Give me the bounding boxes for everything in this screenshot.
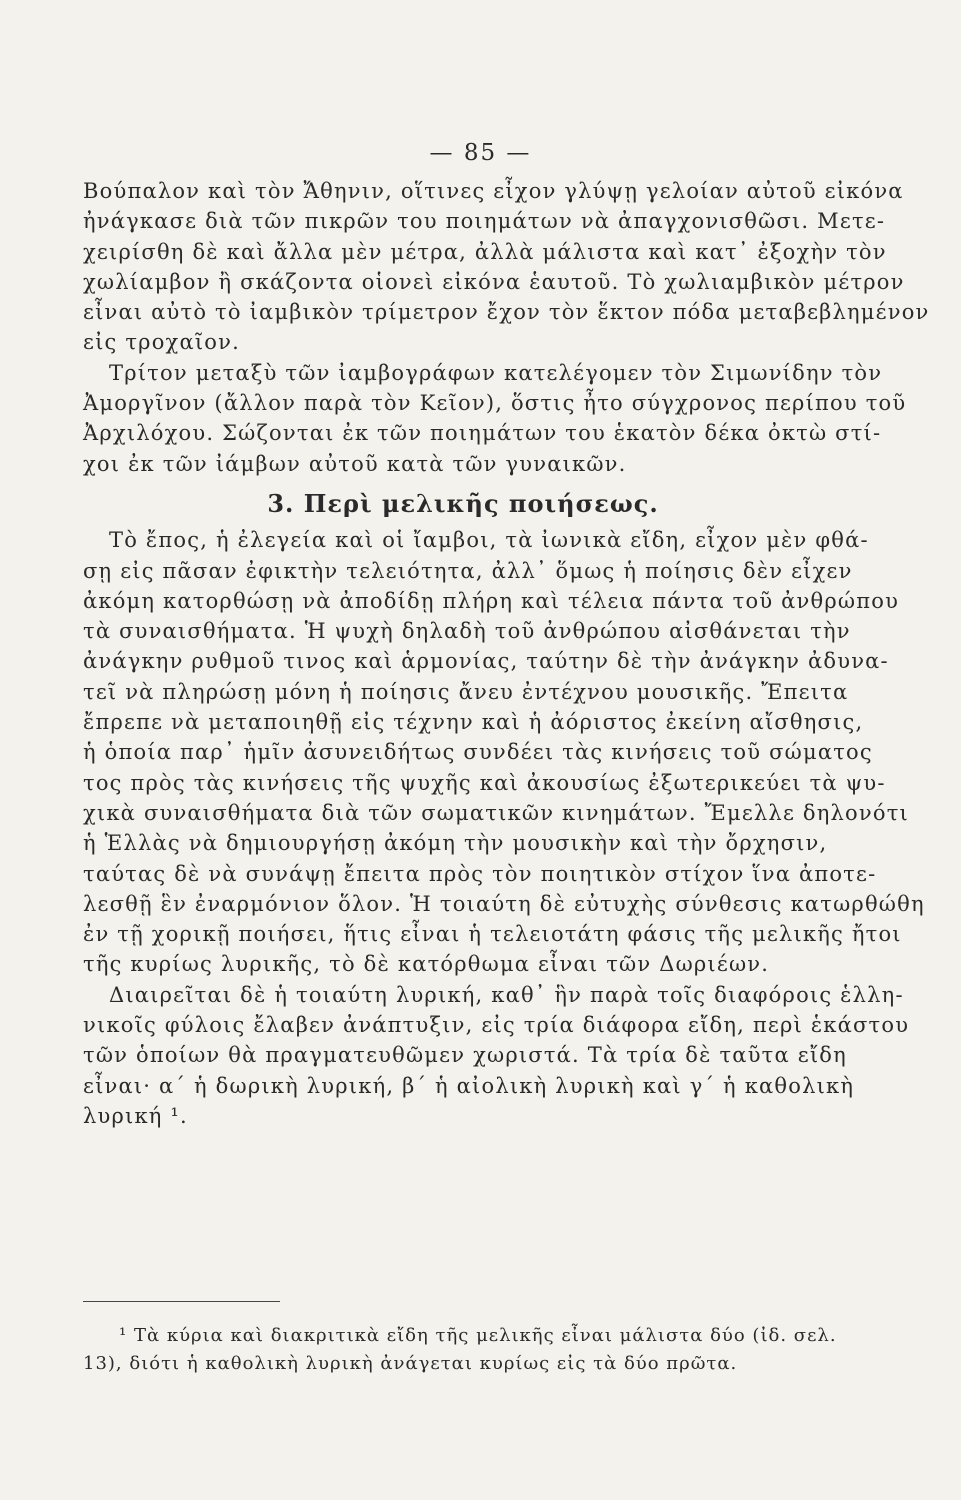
text-line: λυρική ¹. (83, 1103, 188, 1128)
footnotes (83, 1322, 843, 1378)
text-line: ἀκόμη κατορθώσῃ νὰ ἀποδίδῃ πλήρη καὶ τέλεια πάντα τοῦ ἀνθρώπου (83, 588, 900, 613)
section-heading: 3. Περὶ μελικῆς ποιήσεως. (267, 488, 659, 518)
text-line: τος πρὸς τὰς κινήσεις τῆς ψυχῆς καὶ ἀκουσίως ἐξωτερικεύει τὰ ψυ- (83, 770, 886, 795)
paragraph-1 (83, 176, 930, 358)
text-line: ταύτας δὲ νὰ συνάψῃ ἔπειτα πρὸς τὸν ποιητικὸν στίχον ἵνα ἀποτε- (83, 861, 877, 886)
footnote-divider (83, 1301, 280, 1302)
text-line: χικὰ συναισθήματα διὰ τῶν σωματικῶν κινημάτων. Ἔμελλε δηλονότι (83, 800, 909, 825)
paragraph-3 (83, 525, 925, 979)
text-line: εἶναι· α´ ἡ δωρικὴ λυρική, β´ ἡ αἰολικὴ λυρικὴ καὶ γ´ ἡ καθολικὴ (83, 1073, 855, 1098)
text-line: Τὸ ἔπος, ἡ ἐλεγεία καὶ οἱ ἴαμβοι, τὰ ἰωνικὰ εἴδη, εἶχον μὲν φθά- (109, 528, 869, 553)
text-line: τῆς κυρίως λυρικῆς, τὸ δὲ κατόρθωμα εἶναι τῶν Δωριέων. (83, 952, 770, 977)
text-line: Βούπαλον καὶ τὸν Ἄθηνιν, οἵτινες εἶχον γλύψῃ γελοίαν αὐτοῦ εἰκόνα (83, 179, 904, 203)
body-text (83, 176, 930, 1131)
text-line: χειρίσθη δὲ καὶ ἄλλα μὲν μέτρα, ἀλλὰ μάλιστα καὶ κατ᾽ ἐξοχὴν τὸν (83, 239, 887, 264)
text-line: ἔπρεπε νὰ μεταποιηθῇ εἰς τέχνην καὶ ἡ ἀόριστος ἐκείνη αἴσθησις, (83, 710, 864, 735)
text-line: τῶν ὁποίων θὰ πραγματευθῶμεν χωριστά. Τὰ τρία δὲ ταῦτα εἴδη (83, 1043, 847, 1068)
text-line: Τρίτον μεταξὺ τῶν ἰαμβογράφων κατελέγομεν τὸν Σιμωνίδην τὸν (109, 360, 883, 385)
text-line: εἰς τροχαῖον. (83, 330, 240, 355)
paragraph-2 (83, 358, 907, 479)
footnote-line: 13), διότι ἡ καθολικὴ λυρικὴ ἀνάγεται κυρίως εἰς τὰ δύο πρῶτα. (83, 1353, 738, 1374)
text-line: λεσθῇ ἓν ἐναρμόνιον ὅλον. Ἡ τοιαύτη δὲ εὐτυχὴς σύνθεσις κατωρθώθη (83, 891, 925, 916)
text-line: τὰ συναισθήματα. Ἡ ψυχὴ δηλαδὴ τοῦ ἀνθρώπου αἰσθάνεται τὴν (83, 619, 851, 644)
text-line: νικοῖς φύλοις ἔλαβεν ἀνάπτυξιν, εἰς τρία διάφορα εἴδη, περὶ ἑκάστου (83, 1013, 910, 1038)
text-line: τεῖ νὰ πληρώσῃ μόνη ἡ ποίησις ἄνευ ἐντέχνου μουσικῆς. Ἔπειτα (83, 679, 849, 704)
page-number: — 85 — (429, 140, 532, 166)
text-line: σῃ εἰς πᾶσαν ἐφικτὴν τελειότητα, ἀλλ᾽ ὅμως ἡ ποίησις δὲν εἶχεν (83, 558, 853, 583)
text-line: ἠνάγκασε διὰ τῶν πικρῶν του ποιημάτων νὰ ἀπαγχονισθῶσι. Μετε- (83, 209, 886, 234)
text-line: ἀνάγκην ρυθμοῦ τινος καὶ ἁρμονίας, ταύτην δὲ τὴν ἀνάγκην ἀδυνα- (83, 649, 889, 674)
text-line: Ἀμοργῖνον (ἄλλον παρὰ τὸν Κεῖον), ὅστις ἦτο σύγχρονος περίπου τοῦ (83, 391, 907, 416)
text-line: χωλίαμβον ἢ σκάζοντα οἱονεὶ εἰκόνα ἑαυτοῦ. Τὸ χωλιαμβικὸν μέτρον (83, 269, 905, 294)
text-line: Διαιρεῖται δὲ ἡ τοιαύτη λυρική, καθ᾽ ἣν παρὰ τοῖς διαφόροις ἑλλη- (109, 982, 904, 1007)
text-line: ἡ ὁποία παρ᾽ ἡμῖν ἀσυνειδήτως συνδέει τὰς κινήσεις τοῦ σώματος (83, 740, 873, 765)
text-line: ἡ Ἑλλὰς νὰ δημιουργήσῃ ἀκόμη τὴν μουσικὴν καὶ τὴν ὄρχησιν, (83, 831, 828, 856)
text-line: Ἀρχιλόχου. Σώζονται ἐκ τῶν ποιημάτων του ἑκατὸν δέκα ὀκτὼ στί- (83, 421, 882, 446)
paragraph-4 (83, 980, 910, 1131)
text-line: χοι ἐκ τῶν ἰάμβων αὐτοῦ κατὰ τῶν γυναικῶν. (83, 451, 627, 476)
text-line: ἐν τῇ χορικῇ ποιήσει, ἥτις εἶναι ἡ τελειοτάτη φάσις τῆς μελικῆς ἤτοι (83, 922, 902, 947)
footnote-line: ¹ Τὰ κύρια καὶ διακριτικὰ εἴδη τῆς μελικῆς εἶναι μάλιστα δύο (ἰδ. σελ. (119, 1325, 837, 1346)
text-line: εἶναι αὐτὸ τὸ ἰαμβικὸν τρίμετρον ἔχον τὸν ἕκτον πόδα μεταβεβλημένον (83, 300, 930, 325)
